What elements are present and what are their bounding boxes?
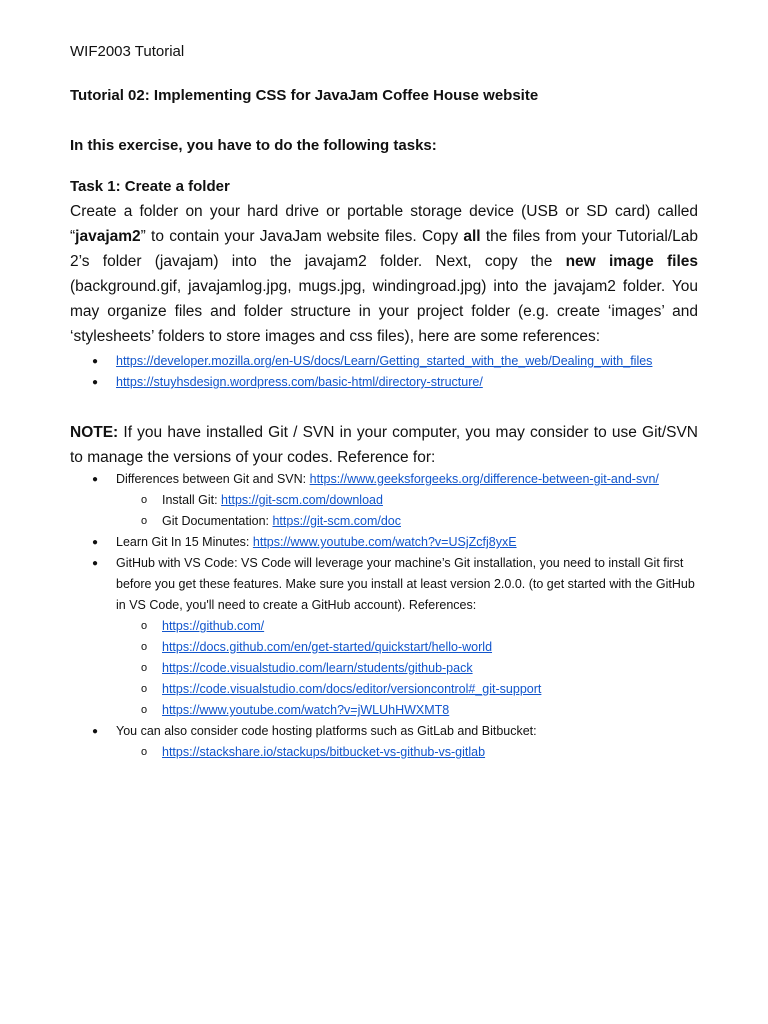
list-item [70, 469, 698, 532]
task1-reference-list [70, 351, 698, 393]
document-header: WIF2003 Tutorial [70, 43, 185, 60]
list-item [70, 721, 698, 763]
item-text: You can also consider code hosting platforms such as GitLab and Bitbucket: [116, 724, 537, 738]
note-list [70, 469, 698, 763]
item-text: Install Git: [162, 493, 222, 507]
sub-list-item [70, 679, 698, 700]
circle-bullet-icon: o [141, 704, 148, 716]
task1-text-3: the files from your Tutorial/Lab 2’s folder (javajam) into the javajam2 folder. Next, copy the [70, 228, 698, 270]
list-item [70, 351, 698, 372]
item-text: Git Documentation: [162, 514, 273, 528]
item-text: GitHub with VS Code: VS Code will leverage your machine’s Git installation, you need to install Git first before you get these features. Make sure you install at least version 2.0.0. (to get started with the GitHub in VS Code, you'll need to create a GitHub account). References: [116, 556, 695, 612]
reference-link-mdn[interactable]: https://developer.mozilla.org/en-US/docs/Learn/Getting_started_with_the_web/Dealing_with_files [116, 354, 653, 368]
intro-heading: In this exercise, you have to do the following tasks: [70, 137, 437, 154]
emphasis-new-image-files: new image files [565, 253, 698, 270]
circle-bullet-icon: o [141, 494, 148, 506]
link-youtube-github-video[interactable]: https://www.youtube.com/watch?v=jWLUhHWXMT8 [162, 703, 450, 717]
bullet-icon: ● [92, 726, 99, 737]
folder-name: javajam2 [75, 228, 141, 245]
sub-list-item [70, 511, 698, 532]
bullet-icon: ● [92, 537, 99, 548]
sub-list-item [70, 490, 698, 511]
task1-text-2: ” to contain your JavaJam website files. Copy [140, 228, 464, 245]
circle-bullet-icon: o [141, 515, 148, 527]
sub-list [70, 616, 698, 721]
task1-paragraph [70, 199, 698, 349]
link-git-doc[interactable]: https://git-scm.com/doc [272, 514, 401, 528]
task1-heading: Task 1: Create a folder [70, 178, 230, 195]
link-stackshare-comparison[interactable]: https://stackshare.io/stackups/bitbucket-vs-github-vs-gitlab [162, 745, 486, 759]
link-github-pack[interactable]: https://code.visualstudio.com/learn/students/github-pack [162, 661, 473, 675]
task1-text-1: Create a folder on your hard drive or portable storage device (USB or SD card) called “ [70, 203, 698, 245]
circle-bullet-icon: o [141, 620, 148, 632]
sub-list-item [70, 700, 698, 721]
emphasis-all: all [463, 228, 481, 245]
item-text: Differences between Git and SVN: [116, 472, 310, 486]
list-item [70, 532, 698, 553]
list-item [70, 372, 698, 393]
circle-bullet-icon: o [141, 746, 148, 758]
tutorial-title: Tutorial 02: Implementing CSS for JavaJam Coffee House website [70, 87, 539, 104]
link-github[interactable]: https://github.com/ [162, 619, 265, 633]
sub-list-item [70, 742, 698, 763]
item-text: Learn Git In 15 Minutes: [116, 535, 253, 549]
note-text: If you have installed Git / SVN in your computer, you may consider to use Git/SVN to manage the versions of your codes. Reference for: [70, 424, 698, 466]
sub-list-item [70, 658, 698, 679]
circle-bullet-icon: o [141, 662, 148, 674]
list-item [70, 553, 698, 721]
bullet-icon: ● [92, 474, 99, 485]
note-paragraph [70, 420, 698, 470]
sub-list [70, 742, 698, 763]
bullet-icon: ● [92, 356, 99, 367]
link-learn-git-video[interactable]: https://www.youtube.com/watch?v=USjZcfj8yxE [252, 535, 517, 549]
sub-list-item [70, 616, 698, 637]
bullet-icon: ● [92, 377, 99, 388]
task1-text-4: (background.gif, javajamlog.jpg, mugs.jpg, windingroad.jpg) into the javajam2 folder. You may organize files and folder structure in your project folder (e.g. create ‘images’ and ‘stylesheets’ folders to store images and css files), here are some references: [70, 278, 698, 345]
link-github-hello-world[interactable]: https://docs.github.com/en/get-started/quickstart/hello-world [162, 640, 493, 654]
bullet-icon: ● [92, 558, 99, 569]
link-vscode-git-support[interactable]: https://code.visualstudio.com/docs/editor/versioncontrol#_git-support [162, 682, 542, 696]
link-install-git[interactable]: https://git-scm.com/download [221, 493, 383, 507]
sub-list [70, 490, 698, 532]
link-git-vs-svn[interactable]: https://www.geeksforgeeks.org/difference-between-git-and-svn/ [309, 472, 659, 486]
reference-link-stuyhs[interactable]: https://stuyhsdesign.wordpress.com/basic-html/directory-structure/ [116, 375, 483, 389]
circle-bullet-icon: o [141, 683, 148, 695]
circle-bullet-icon: o [141, 641, 148, 653]
sub-list-item [70, 637, 698, 658]
note-label: NOTE: [70, 424, 119, 441]
